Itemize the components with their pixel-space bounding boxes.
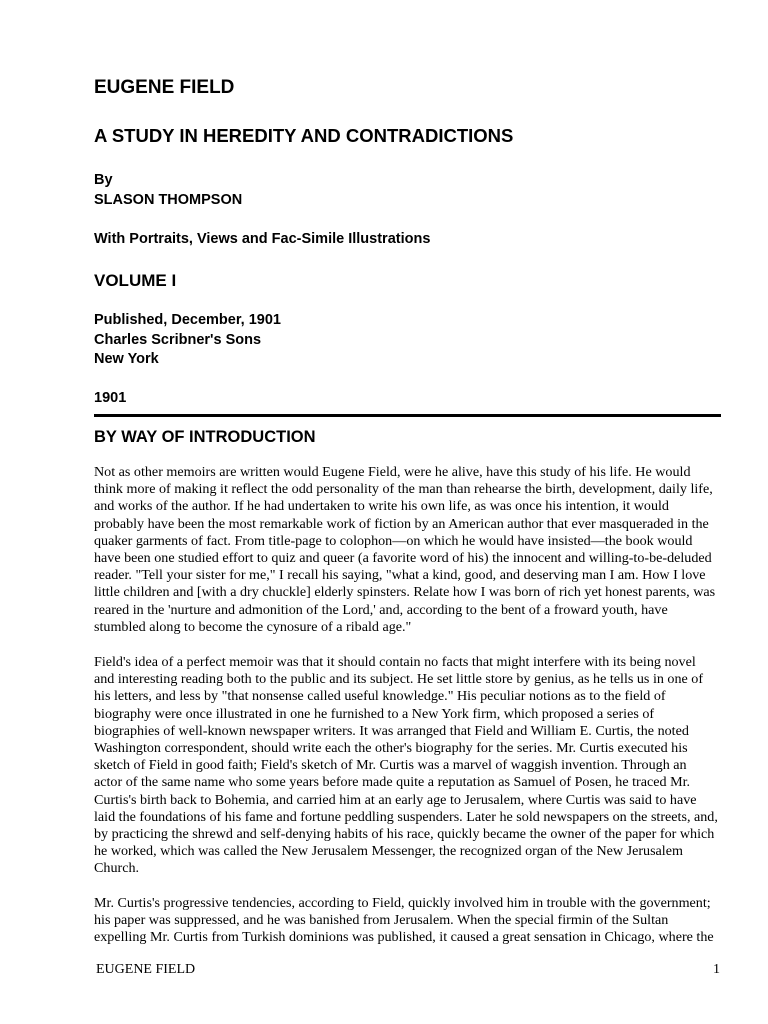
paragraph-line: biographies of well-known newspaper writers. It was arranged that Field and William E. Curtis, the noted xyxy=(94,722,689,739)
paragraph-line: biography were once illustrated in one he furnished to a New York firm, which proposed a series of xyxy=(94,705,655,722)
footer-page-number: 1 xyxy=(713,962,720,977)
paragraph-line: actor of the same name who some years before made quite a reputation as Samuel of Posen, he traced Mr. xyxy=(94,774,691,791)
paragraph-line: have been one studied effort to quiz and queer (a favorite word of his) the innocent and willing-to-be-deluded xyxy=(94,550,712,567)
paragraph-line: Field's idea of a perfect memoir was that it should contain no facts that might interfere with its being novel xyxy=(94,654,696,670)
publication-info xyxy=(94,311,281,370)
horizontal-rule xyxy=(94,414,721,417)
by-label: By xyxy=(94,172,113,188)
paragraph-line: his letters, and less by "that nonsense called useful knowledge." His peculiar notions as to the field of xyxy=(94,688,666,705)
illustrations-note: With Portraits, Views and Fac-Simile Illustrations xyxy=(94,231,431,247)
byline xyxy=(94,171,242,210)
author-name: SLASON THOMPSON xyxy=(94,191,243,208)
paragraph-line: and works of the author. If he had undertaken to write his own life, as was once his intention, it would xyxy=(94,498,669,515)
published-date: Published, December, 1901 xyxy=(94,312,281,328)
paragraph-3 xyxy=(94,895,734,947)
paragraph-line: Church. xyxy=(94,860,140,877)
paragraph-line: Washington correspondent, should write each the other's biography for the series. Mr. Curtis executed his xyxy=(94,740,688,757)
paragraph-line: reared in the 'nurture and admonition of the Lord,' and, according to the bent of a froward youth, have xyxy=(94,601,668,618)
footer-running-title: EUGENE FIELD xyxy=(96,962,196,977)
book-subtitle: A STUDY IN HEREDITY AND CONTRADICTIONS xyxy=(94,125,514,146)
book-title: EUGENE FIELD xyxy=(94,77,235,98)
volume-label: VOLUME I xyxy=(94,271,177,290)
section-heading: BY WAY OF INTRODUCTION xyxy=(94,428,316,446)
publisher-name: Charles Scribner's Sons xyxy=(94,331,262,348)
paragraph-line: quaker garments of fact. From title-page to colophon—on which he would have insisted—the book would xyxy=(94,532,693,549)
paragraph-line: expelling Mr. Curtis from Turkish dominions was published, it caused a great sensation in Chicago, where the xyxy=(94,929,714,946)
paragraph-line: he worked, which was called the New Jerusalem Messenger, the recognized organ of the New Jerusalem xyxy=(94,843,683,860)
publication-year: 1901 xyxy=(94,390,127,406)
paragraph-line: probably have been the most remarkable work of fiction by an American author that ever masqueraded in the xyxy=(94,515,709,532)
paragraph-line: Mr. Curtis's progressive tendencies, according to Field, quickly involved him in trouble with the government; xyxy=(94,895,711,911)
paragraph-line: stumbled along to become the cynosure of a ribald age." xyxy=(94,618,412,635)
paragraph-line: sketch of Field in good faith; Field's sketch of Mr. Curtis was a marvel of waggish invention. Through an xyxy=(94,757,687,774)
paragraph-line: think more of making it reflect the odd personality of the man than rehearse the birth, development, daily life, xyxy=(94,481,713,498)
paragraph-line: little children and [with a dry chuckle] elderly spinsters. Relate how I was born of rich yet honest parents, was xyxy=(94,584,716,601)
paragraph-1 xyxy=(94,464,734,636)
paragraph-line: laid the foundations of his fame and fortune peddling suspenders. Later he sold newspapers on the streets, and, xyxy=(94,808,718,825)
paragraph-line: Not as other memoirs are written would Eugene Field, were he alive, have this study of his life. He would xyxy=(94,464,691,480)
paragraph-line: reader. "Tell your sister for me," I recall his saying, "what a kind, good, and deserving man I am. How I love xyxy=(94,567,706,584)
paragraph-line: his paper was suppressed, and he was banished from Jerusalem. When the special firmin of the Sultan xyxy=(94,912,669,929)
paragraph-2 xyxy=(94,654,734,878)
paragraph-line: Curtis's birth back to Bohemia, and carried him at an early age to Jerusalem, where Curtis was said to have xyxy=(94,791,697,808)
publisher-city: New York xyxy=(94,351,159,367)
paragraph-line: and interesting reading both to the public and its subject. He set little store by genius, as he tells us in one of xyxy=(94,671,704,688)
paragraph-line: by practicing the shrewd and self-denying habits of his race, quickly became the owner of the paper for which xyxy=(94,826,715,843)
